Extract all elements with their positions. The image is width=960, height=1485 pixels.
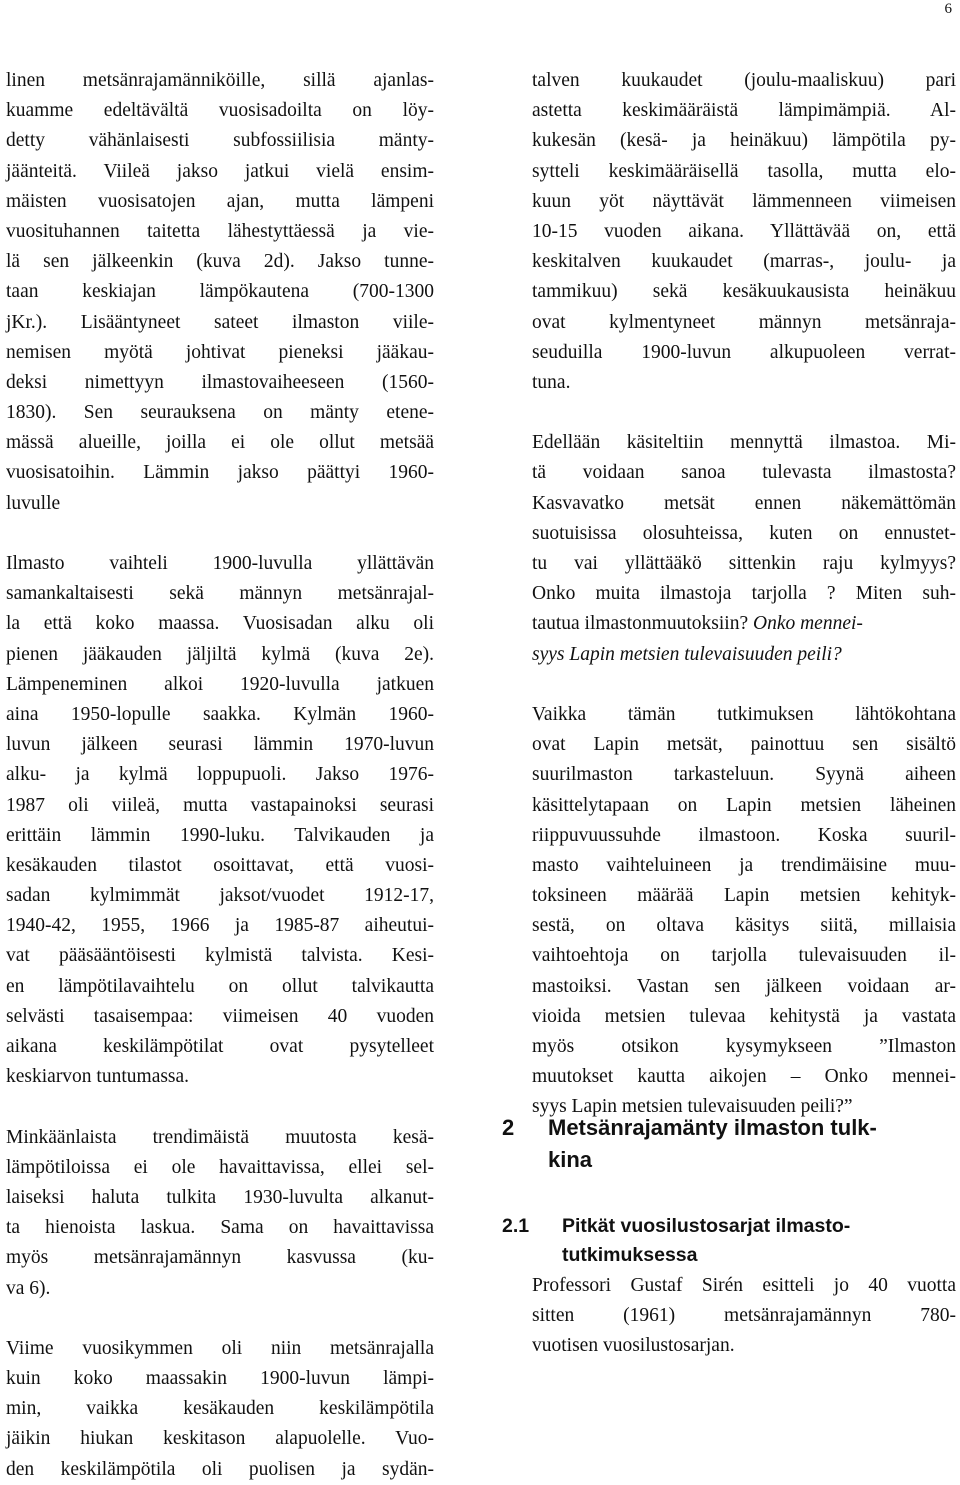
section-number: 2 bbox=[502, 1115, 515, 1140]
text-line: vuosisatoihin. Lämmin jakso päättyi 1960- bbox=[6, 462, 434, 484]
text-line: 10-15 vuoden aikana. Yllättävää on, että bbox=[532, 220, 956, 242]
section-title-line: kina bbox=[548, 1147, 593, 1172]
text-line: mastoiksi. Vastan sen jälkeen voidaan ar- bbox=[532, 975, 956, 997]
text-line: kuamme edeltävältä vuosisadoilta on löy- bbox=[6, 100, 434, 122]
text-line: astetta keskimääräistä lämpimämpiä. Al- bbox=[532, 100, 956, 122]
text-line: tä voidaan sanoa tulevasta ilmastosta? bbox=[532, 462, 956, 484]
text-line: aikana keskilämpötilat ovat pysytelleet bbox=[6, 1036, 434, 1057]
text-line: tuna. bbox=[532, 371, 571, 393]
text-line: tammikuu) sekä kesäkuukausista heinäkuu bbox=[532, 281, 956, 303]
text-line: Viime vuosikymmen oli niin metsänrajalla bbox=[6, 1337, 434, 1359]
text-line: laiseksi haluta tulkita 1930-luvulta alkanut- bbox=[6, 1186, 434, 1208]
text-line: lämpötiloissa ei ole havaittavissa, ellei sel- bbox=[6, 1156, 434, 1178]
text-line bbox=[532, 609, 956, 639]
text-line: suurilmaston tarkasteluun. Syynä aiheen bbox=[532, 764, 956, 786]
text-line: Ilmasto vaihteli 1900-luvulla yllättävän bbox=[6, 553, 434, 574]
text-line: käsittelytapaan on Lapin metsien läheinen bbox=[532, 794, 956, 816]
text-line: ta hienoista laskua. Sama on havaittavissa bbox=[6, 1217, 434, 1239]
text-line: aina 1950-lopulle saakka. Kylmän 1960- bbox=[6, 703, 434, 725]
text-line: en lämpötilavaihtelu on ollut talvikautta bbox=[6, 975, 434, 997]
text-line: sitten (1961) metsänrajamännyn 780- bbox=[532, 1305, 956, 1327]
paragraph bbox=[532, 428, 956, 670]
paragraph bbox=[6, 1123, 434, 1304]
paragraph bbox=[532, 66, 956, 398]
text-line: syys Lapin metsien tulevaisuuden peili?” bbox=[532, 1096, 853, 1118]
text-line: ovat Lapin metsät, painottuu sen sisältö bbox=[532, 734, 956, 756]
text-line: samankaltaisesti sekä männyn metsänrajal- bbox=[6, 583, 434, 605]
italic-question: Onko mennei- bbox=[752, 613, 863, 635]
text-line: den keskilämpötila oli puolisen ja sydän- bbox=[6, 1458, 434, 1480]
text-line: myös metsänrajamännyn kasvussa (ku- bbox=[6, 1247, 434, 1269]
text-line: kesäkauden tilastot osoittavat, että vuosi- bbox=[6, 854, 434, 876]
text-line: sestä, on oltava käsitys siitä, millaisia bbox=[532, 915, 956, 937]
text-line: 1987 oli viileä, mutta vastapainoksi seurasi bbox=[6, 794, 434, 816]
text-line: vat pääsääntöisesti kylmistä talvista. Kesi- bbox=[6, 945, 434, 967]
text-line: talven kuukaudet (joulu-maaliskuu) pari bbox=[532, 70, 956, 91]
page-number: 6 bbox=[944, 1, 952, 17]
text-line: riippuvuussuhde ilmastoon. Koska suuril- bbox=[532, 824, 956, 846]
paragraph bbox=[6, 66, 434, 519]
text-line: tu vai yllättääkö sittenkin raju kylmyys? bbox=[532, 553, 956, 574]
text-line: toksineen määrää Lapin metsien kehityk- bbox=[532, 885, 956, 907]
text-line: suotuisissa olosuhteissa, kuten on ennustet- bbox=[532, 522, 956, 544]
text-line: jKr.). Lisääntyneet sateet ilmaston viile- bbox=[6, 311, 434, 333]
text-line: syys Lapin metsien tulevaisuuden peili? bbox=[532, 643, 842, 665]
text-line: Edellään käsiteltiin mennyttä ilmastoa. Mi- bbox=[532, 432, 956, 454]
text-line: detty vähänlaisesti subfossiilisia mänty- bbox=[6, 130, 434, 152]
text-line: Professori Gustaf Sirén esitteli jo 40 vuotta bbox=[532, 1275, 956, 1296]
text-line: vaihtoehtoja on tarjolla tulevaisuuden il- bbox=[532, 945, 956, 967]
paragraph bbox=[6, 549, 434, 1092]
text-line: erittäin lämmin 1990-luku. Talvikauden ja bbox=[6, 824, 434, 846]
text-line: Vaikka tämän tutkimuksen lähtökohtana bbox=[532, 703, 956, 725]
text-line: min, vaikka kesäkauden keskilämpötila bbox=[6, 1398, 434, 1420]
text-line: nemisen myötä johtivat pieneksi jääkau- bbox=[6, 341, 434, 363]
text-line: Onko muita ilmastoja tarjolla ? Miten suh- bbox=[532, 583, 956, 605]
subsection-title-line: tutkimuksessa bbox=[562, 1244, 698, 1266]
text-line: selvästi tasaisempaa: viimeisen 40 vuoden bbox=[6, 1005, 434, 1027]
text-line: luvulle bbox=[6, 492, 61, 514]
text-line: Minkäänlaista trendimäistä muutosta kesä- bbox=[6, 1126, 434, 1148]
text-line: vioida metsien tulevaa kehitystä ja vastata bbox=[532, 1005, 956, 1027]
text-line: jäikin hiukan keskitason alapuolelle. Vuo- bbox=[6, 1428, 434, 1450]
text-line: linen metsänrajamänniköille, sillä ajanlas- bbox=[6, 70, 434, 91]
text-line: Kasvavatko metsät ennen näkemättömän bbox=[532, 492, 956, 514]
text-line: jäänteitä. Viileä jakso jatkui vielä ensim- bbox=[6, 160, 434, 182]
text-line: lä sen jälkeenkin (kuva 2d). Jakso tunne- bbox=[6, 251, 434, 273]
paragraph bbox=[532, 1271, 956, 1362]
text-line: myös otsikon kysymykseen ”Ilmaston bbox=[532, 1036, 956, 1057]
subsection-title-line: Pitkät vuosilustosarjat ilmasto- bbox=[562, 1215, 851, 1237]
left-column bbox=[6, 66, 434, 1485]
text-line: masto vaihteluineen ja trendimäisine muu- bbox=[532, 854, 956, 876]
text-line: kuin koko maassakin 1900-luvun lämpi- bbox=[6, 1368, 434, 1390]
text-line: vuotisen vuosilustosarjan. bbox=[532, 1335, 735, 1357]
subsection-number: 2.1 bbox=[502, 1215, 530, 1237]
text-line: seuduilla 1900-luvun alkupuoleen verrat- bbox=[532, 341, 956, 363]
text-line: 1940-42, 1955, 1966 ja 1985-87 aiheutui- bbox=[6, 915, 434, 937]
text-line: vuosituhannen taitetta lähestyttäessä ja vie- bbox=[6, 220, 434, 242]
text-line: la että koko maassa. Vuosisadan alku oli bbox=[6, 613, 434, 635]
text-line: muutokset kautta aikojen – Onko mennei- bbox=[532, 1066, 956, 1088]
text-line: Lämpeneminen alkoi 1920-luvulla jatkuen bbox=[6, 673, 434, 695]
text-line: sytteli keskimääräisellä tasolla, mutta elo- bbox=[532, 160, 956, 182]
text-line: ovat kylmentyneet männyn metsänraja- bbox=[532, 311, 956, 333]
text-line: pienen jääkauden jäljiltä kylmä (kuva 2e). bbox=[6, 643, 434, 665]
text-line: 1830). Sen seurauksena on mänty etene- bbox=[6, 402, 434, 424]
paragraph bbox=[6, 1334, 434, 1485]
section-title-line: Metsänrajamänty ilmaston tulk- bbox=[548, 1115, 877, 1140]
text-line: deksi nimettyyn ilmastovaiheeseen (1560- bbox=[6, 371, 434, 393]
text-line: sadan kylmimmät jaksot/vuodet 1912-17, bbox=[6, 885, 434, 907]
right-column bbox=[532, 66, 956, 1123]
text-line: va 6). bbox=[6, 1277, 51, 1299]
text-fragment: tautua ilmastonmuutoksiin? bbox=[532, 613, 749, 635]
text-line: mäisten vuosisatojen ajan, mutta lämpeni bbox=[6, 190, 434, 212]
text-line: taan keskiajan lämpökautena (700-1300 bbox=[6, 281, 434, 303]
text-line: keskiarvon tuntumassa. bbox=[6, 1066, 190, 1088]
paragraph bbox=[532, 700, 956, 1123]
text-line: keskitalven kuukaudet (marras-, joulu- ja bbox=[532, 251, 956, 273]
text-line: mässä alueille, joilla ei ole ollut metsää bbox=[6, 432, 434, 454]
text-line: kukesän (kesä- ja heinäkuu) lämpötila py- bbox=[532, 130, 956, 152]
text-line: kuun yöt näyttävät lämmenneen viimeisen bbox=[532, 190, 956, 212]
text-line: luvun jälkeen seurasi lämmin 1970-luvun bbox=[6, 734, 434, 756]
text-line: alku- ja kylmä loppupuoli. Jakso 1976- bbox=[6, 764, 434, 786]
